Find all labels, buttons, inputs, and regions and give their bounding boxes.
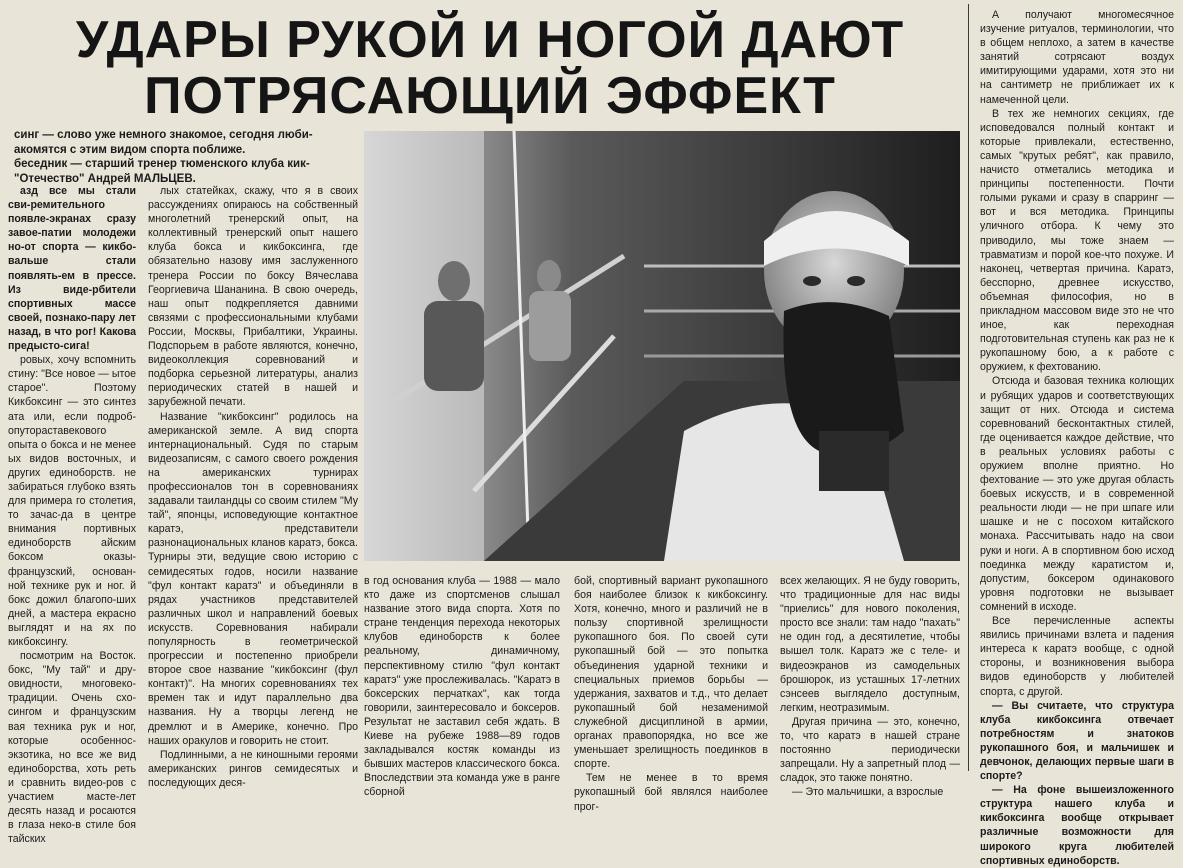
column-6-paragraph-2: В тех же немногих секциях, где исповедовался полный контакт и которые привлекали, естественно, самых "крутых ребят", как правило, начисто отметались методика и принципы постепенности. Почти голыми руками и сразу в спарринг — вот и вся методика. Принципы уличного отбора. К чему это приводило, мы тоже знаем — травматизм и порой кое-что похуже. И наконец, четвертая причина. Каратэ, бесспорно, древнее искусство, объемная философия, но в прикладном массовом виде это не что иное, как переходная подготовительная ступень как раз не к рукопашному бою, а к работе с оружием, к фехтованию. — [980, 107, 1174, 374]
column-5-paragraph-1: всех желающих. Я не буду говорить, что традиционные для нас виды "приелись" для нового поколения, просто все знали: там надо "пахать" не один год, а десятилетие, чтобы вышел толк. Каратэ же с теле- и видеоэкранов из самодельных брошюрок, из усташных 17-летних сэнсеев выглядело доступным, легким, неотразимым. — [780, 575, 960, 714]
column-5-paragraph-3: — Это мальчишки, а взрослые — [792, 786, 944, 799]
column-6-paragraph-1: А получают многомесячное изучение ритуалов, терминологии, что в общем неплохо, а затем в качестве занятий сотрясают воздух имитирующими ударами, хотя это ни на сантиметр не приближает их к намеченной цели. — [980, 9, 1174, 106]
headline — [40, 12, 940, 124]
column-5-paragraph-2: Другая причина — это, конечно, то, что каратэ в нашей стране постоянно периодически запрещали. Ну а запретный плод — сладок, это также понятно. — [780, 715, 960, 785]
headline-line-1: УДАРЫ РУКОЙ И НОГОЙ ДАЮТ — [75, 11, 905, 69]
column-2-paragraph-2: Название "кикбоксинг" родилось на американской земле. А вид спорта интернациональный. Судя по старым видеозаписям, с самого своего рождения на американских турнирах профессионалов тон в соревнованиях задавали таиландцы со своим стилем "Му тай", японцы, исповедующие контактное каратэ, представители разнонациональных кланов каратэ, бокса. Турниры эти, ведущие свою историю с семидесятых годов, носили название "фул контакт каратэ" и объединяли в рядах участников представителей различных школ и направлений боевых искусств. Соревнования набирали популярность в геометрической прогрессии и постепенно приобрели второе свое название "кикбоксинг (фул контакт)". На многих соревнованиях тех времен так и идут параллельно два названия. Ну а творцы легенд не дремлют и в Америке, конечно. Про наших оракулов и говорить не стоит. — [148, 410, 358, 747]
lead-paragraph-1: синг — слово уже немного знакомое, сегодня люби-акомятся с этим видом спорта поближе. — [14, 129, 313, 156]
column-1-paragraph-1: азд все мы стали сви-ремительного появле-экранах сразу завое-патии молодежи но-от спорта — кикбо-вальше стали появлять-ем в прессе. Из виде-рбители спортивных массе своей, познако-пару лет назад, в что рог! Какова предысто-сига! — [8, 185, 136, 353]
column-2 — [148, 184, 358, 789]
column-1-paragraph-3: посмотрим на Восток. бокс, "Му тай" и дру-овидности, многовеко-традиции. Очень схо-сингом и французским вая техника рук и ног, которые особеннос-экзотика, но все же вид единоборства, хоть реть и сравнить видео-ров с участием масте-лет десять назад и росаются в глаза неко-в стиле боя тайских — [8, 650, 136, 846]
column-3-paragraph-1: в год основания клуба — 1988 — мало кто даже из спортсменов слышал название этого вида спорта. Хотя по стране тенденция перехода некоторых клубов единоборств к более реальному, динамичному, перспективному стилю "фул контакт каратэ" уже прослеживалась. "Каратэ в боксерских перчатках", как тогда говорили, заинтересовало и боксеров. Результат не заставил себя ждать. В Киеве на рубеже 1988—89 годов закладывался костяк команды из бывших мастеров классического бокса. Впоследствии эта команда уже в ранге сборной — [364, 575, 560, 799]
column-6 — [980, 8, 1174, 867]
headline-line-2: ПОТРЯСАЮЩИЙ ЭФФЕКТ — [144, 67, 836, 125]
column-6-question: — Вы считаете, что структура клуба кикбоксинга отвечает потребностям и знатоков рукопашного боя, и мальчишек и девчонок, делающих первые шаги в спорте? — [980, 699, 1174, 783]
column-6-answer: — На фоне вышеизложенного структура нашего клуба и кикбоксинга вообще открывает различные возможности для широкого круга любителей спортивных единоборств. — [980, 784, 1174, 867]
column-4-paragraph-2: Тем не менее в то время рукопашный бой являлся наиболее прог- — [574, 772, 768, 813]
kickboxer-photo-graphic — [364, 131, 960, 561]
column-3 — [364, 574, 560, 799]
lead-paragraph-2: беседник — старший тренер тюменского клуба кик-"Отечество" Андрей МАЛЬЦЕВ. — [14, 158, 310, 185]
column-1-paragraph-2: ровых, хочу вспомнить стину: "Все новое — ытое старое". Поэтому Кикбоксинг — это синтез ата или, если подроб-опутораставекового опыта о бокса и не менее ых видов восточных, и других единоборств. не забираться глубоко взять для примера го столетия, то зачас-да в центре внимания портивных единоборств айским боксом оказы-французский, основан-ной технике рук и ног. й бокс дожил благопо-ших дней, а мастера екрасно выглядят и на ях по кикбоксингу. — [8, 354, 136, 648]
kickboxer-photo — [364, 131, 960, 561]
column-1 — [8, 184, 136, 846]
column-6-paragraph-4: Все перечисленные аспекты явились причинами взлета и падения интереса к каратэ вообще, с одной стороны, и возникновения выбора видов единоборств у любителей спорта, с другой. — [980, 615, 1174, 698]
column-6-paragraph-3: Отсюда и базовая техника колющих и рубящих ударов и соответствующих защит от них. Отсюда и система соревнований бесконтактных стилей, где оценивается каждое действие, что в реальных условиях работы с оружием вполне приятно. Но фехтование — это уже другая область боевых искусств, и в современной реальности люди — не при шпаге или шашке и не с посохом китайского монаха. Рассчитывать надо на свои руки и ноги. А в спортивном бою исход поединка между каратистом и, допустим, боксером одинакового уровня подготовки не вызывает сомнений в исходе. — [980, 375, 1174, 613]
column-4 — [574, 574, 768, 813]
column-2-paragraph-1: лых статейках, скажу, что я в своих рассуждениях опираюсь на собственный многолетний тренерский опыт, на коллективный тренерский опыт нашего клуба бокса и кикбоксинга, где обязательно назову имя заслуженного тренера России по боксу Вячеслава Георгиевича Шананина. В свою очередь, наш опыт подкрепляется давними связями с профессиональными клубами России, Москвы, Прибалтики, Украины. Подспорьем в работе являются, конечно, видеоколлекция соревнований и подборка серьезной литературы, анализ периодических статей в нашей и зарубежной печати. — [148, 185, 358, 409]
column-5 — [780, 574, 960, 799]
column-4-paragraph-1: бой, спортивный вариант рукопашного боя наиболее близок к кикбоксингу. Хотя, конечно, много и различий не в пользу спортивной зрелищности рукопашного боя. По своей сути рукопашный бой — это попытка объединения ударной техники и специальных приемов борьбы — удержания, захватов и т.д., что делает рукопашный бой незаменимой служебной дисциплиной в армии, органах правопорядка, но все же уменьшает зрелищность поединков в спорте. — [574, 575, 768, 771]
column-2-paragraph-3: Подлинными, а не киношными героями американских рингов семидесятых и последующих деся- — [148, 748, 358, 789]
article-lead — [14, 128, 349, 186]
column-rule — [968, 4, 969, 771]
